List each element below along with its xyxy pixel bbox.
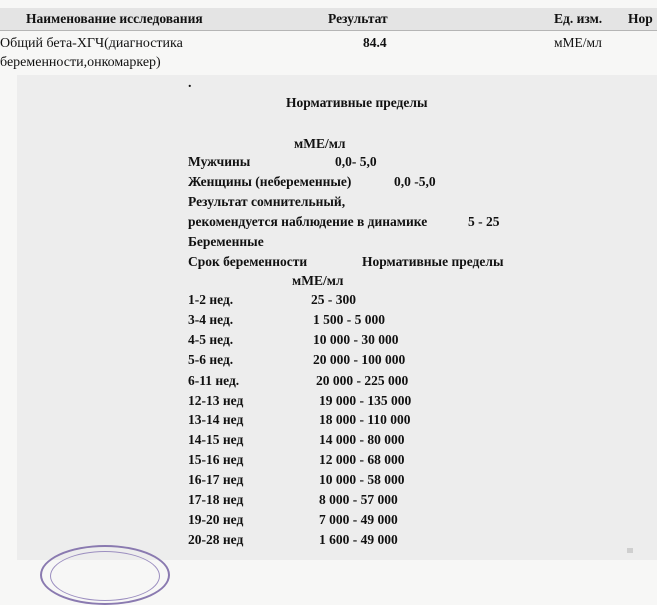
week-range: 8 000 - 57 000 xyxy=(319,492,398,507)
week-range: 1 500 - 5 000 xyxy=(313,312,385,327)
week-term: 13-14 нед xyxy=(188,412,244,427)
week-range: 12 000 - 68 000 xyxy=(319,452,405,467)
week-range: 14 000 - 80 000 xyxy=(319,432,405,447)
week-term: 12-13 нед xyxy=(188,393,244,408)
men-label: Мужчины xyxy=(188,154,251,169)
week-term: 5-6 нед. xyxy=(188,352,234,367)
men-value: 0,0- 5,0 xyxy=(335,154,377,169)
week-range: 10 000 - 30 000 xyxy=(313,332,399,347)
norms-title: Нормативные пределы xyxy=(286,95,428,110)
week-range: 18 000 - 110 000 xyxy=(319,412,411,427)
test-name-line1: Общий бета-ХГЧ(диагностика xyxy=(0,36,183,51)
doubtful-line2: рекомендуется наблюдение в динамике xyxy=(188,214,428,229)
week-term: 17-18 нед xyxy=(188,492,244,507)
week-term: 6-11 нед. xyxy=(188,373,240,388)
week-range: 7 000 - 49 000 xyxy=(319,512,398,527)
bullet-dot: . xyxy=(188,76,192,91)
week-term: 20-28 нед xyxy=(188,532,244,547)
term-unit: мМЕ/мл xyxy=(292,273,344,288)
week-range: 25 - 300 xyxy=(311,292,356,307)
week-range: 1 600 - 49 000 xyxy=(319,532,398,547)
test-name xyxy=(0,34,240,72)
week-term: 15-16 нед xyxy=(188,452,244,467)
norms-unit: мМЕ/мл xyxy=(294,136,346,151)
table-header xyxy=(0,8,657,31)
doubtful-value: 5 - 25 xyxy=(468,214,500,229)
week-term: 19-20 нед xyxy=(188,512,244,527)
lab-stamp-inner-ring xyxy=(50,551,160,601)
week-range: 19 000 - 135 000 xyxy=(319,393,412,408)
women-value: 0,0 -5,0 xyxy=(394,174,436,189)
week-term: 3-4 нед. xyxy=(188,312,234,327)
week-term: 16-17 нед xyxy=(188,472,244,487)
week-term: 1-2 нед. xyxy=(188,292,234,307)
week-term: 4-5 нед. xyxy=(188,332,234,347)
test-result-value: 84.4 xyxy=(363,35,387,50)
scan-mark xyxy=(627,548,633,553)
test-name-line2: беременности,онкомаркер) xyxy=(0,55,161,70)
week-range: 20 000 - 225 000 xyxy=(316,373,409,388)
week-range: 10 000 - 58 000 xyxy=(319,472,405,487)
test-unit: мМЕ/мл xyxy=(554,35,602,50)
header-norm: Нор xyxy=(628,11,653,26)
week-range: 20 000 - 100 000 xyxy=(313,352,406,367)
term-norm-header: Нормативные пределы xyxy=(362,254,504,269)
header-result: Результат xyxy=(328,11,388,26)
header-name: Наименование исследования xyxy=(26,11,203,26)
term-header: Срок беременности xyxy=(188,254,308,269)
header-unit: Ед. изм. xyxy=(554,11,603,26)
pregnant-label: Беременные xyxy=(188,234,264,249)
week-term: 14-15 нед xyxy=(188,432,244,447)
doubtful-line1: Результат сомнительный, xyxy=(188,194,346,209)
women-label: Женщины (небеременные) xyxy=(188,174,352,189)
